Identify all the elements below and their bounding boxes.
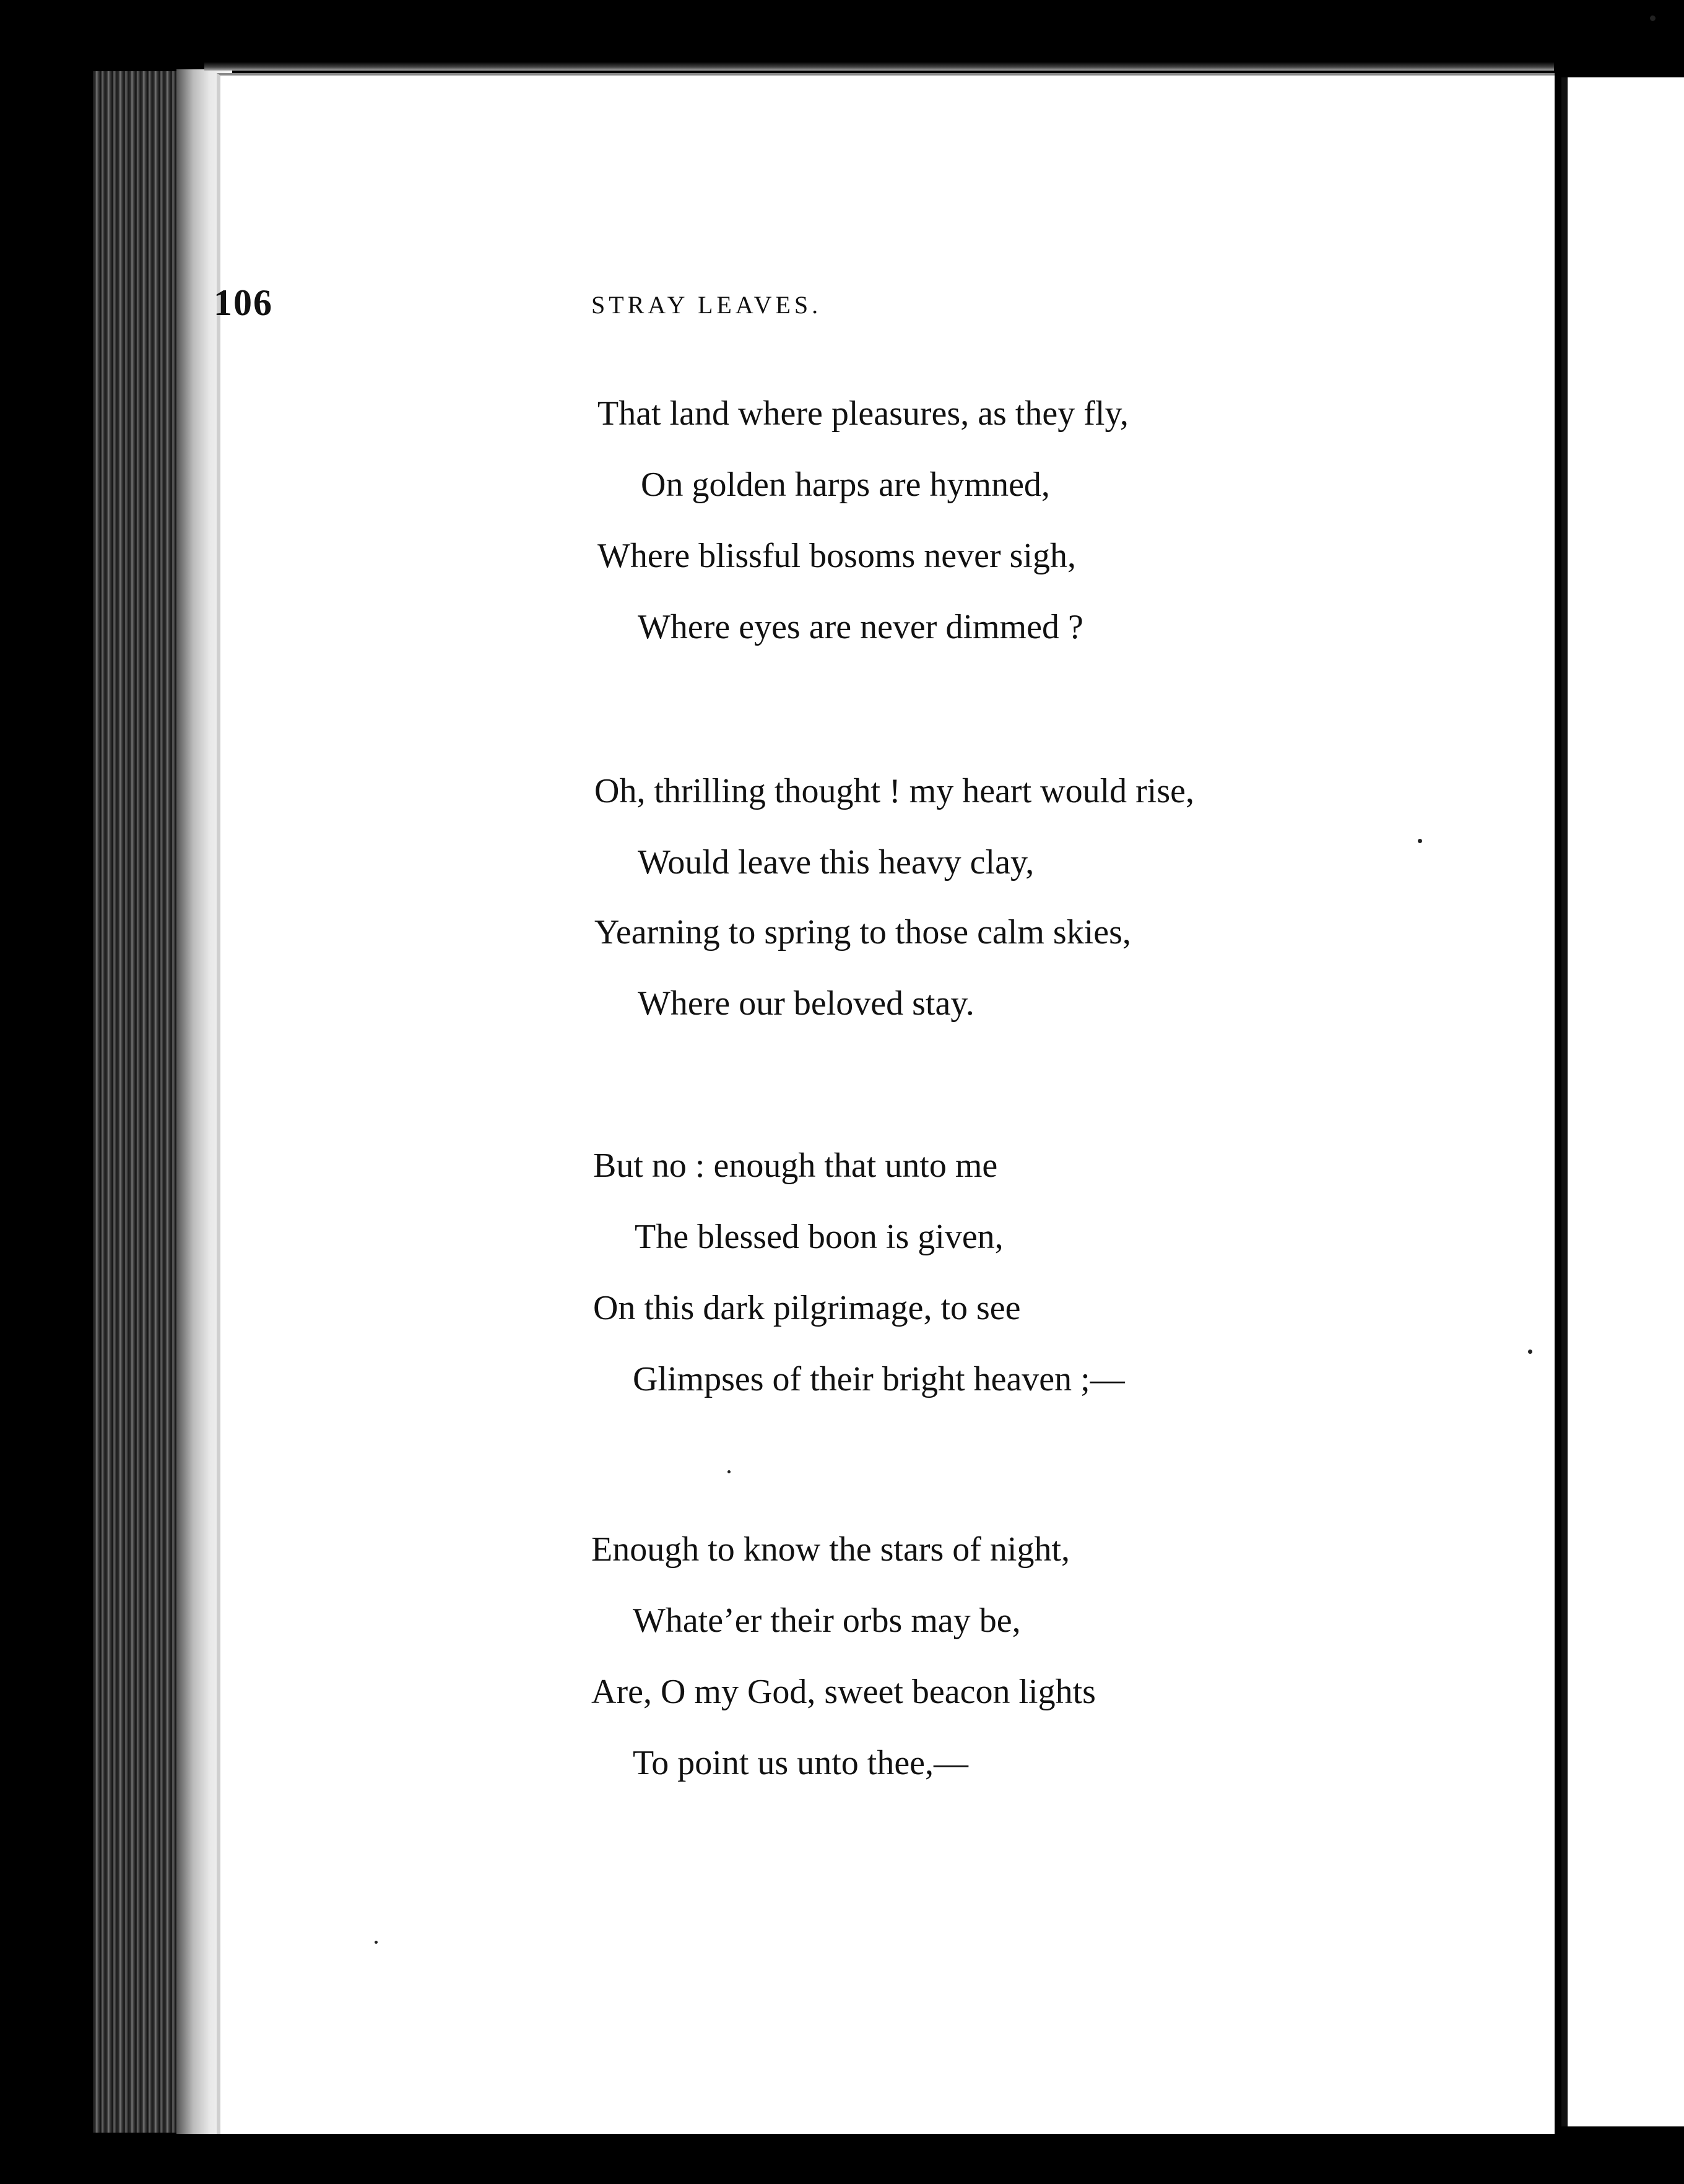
page-header — [0, 282, 1684, 325]
facing-page-edge — [1561, 77, 1684, 2126]
scan-speck — [375, 1941, 378, 1944]
page-number: 106 — [214, 282, 273, 323]
poem-line: Enough to know the stars of night, — [591, 1530, 1070, 1569]
poem-line: Oh, thrilling thought ! my heart would rise, — [594, 772, 1194, 810]
poem-line: On this dark pilgrimage, to see — [593, 1289, 1021, 1327]
poem-line: On golden harps are hymned, — [641, 466, 1050, 504]
scan-speck — [1650, 15, 1656, 21]
page-surface — [217, 73, 1555, 2134]
top-edge — [204, 62, 1554, 71]
poem-line: The blessed boon is given, — [635, 1218, 1004, 1256]
poem-line: Where eyes are never dimmed ? — [638, 608, 1083, 646]
scan-speck — [727, 1470, 731, 1473]
scan-speck — [1418, 839, 1422, 843]
poem-line: To point us unto thee,— — [633, 1744, 969, 1782]
poem-line: Would leave this heavy clay, — [638, 843, 1035, 882]
poem-line: That land where pleasures, as they fly, — [597, 394, 1129, 433]
poem-line: Are, O my God, sweet beacon lights — [591, 1673, 1096, 1711]
poem-line: Where our beloved stay. — [638, 984, 974, 1023]
poem-line: Whate’er their orbs may be, — [633, 1601, 1021, 1640]
poem-line: Glimpses of their bright heaven ;— — [633, 1360, 1125, 1398]
poem-line: But no : enough that unto me — [593, 1146, 998, 1185]
poem-line: Yearning to spring to those calm skies, — [594, 913, 1131, 951]
running-head: STRAY LEAVES. — [591, 291, 822, 319]
scan-speck — [1528, 1350, 1532, 1354]
poem-line: Where blissful bosoms never sigh, — [597, 537, 1076, 575]
